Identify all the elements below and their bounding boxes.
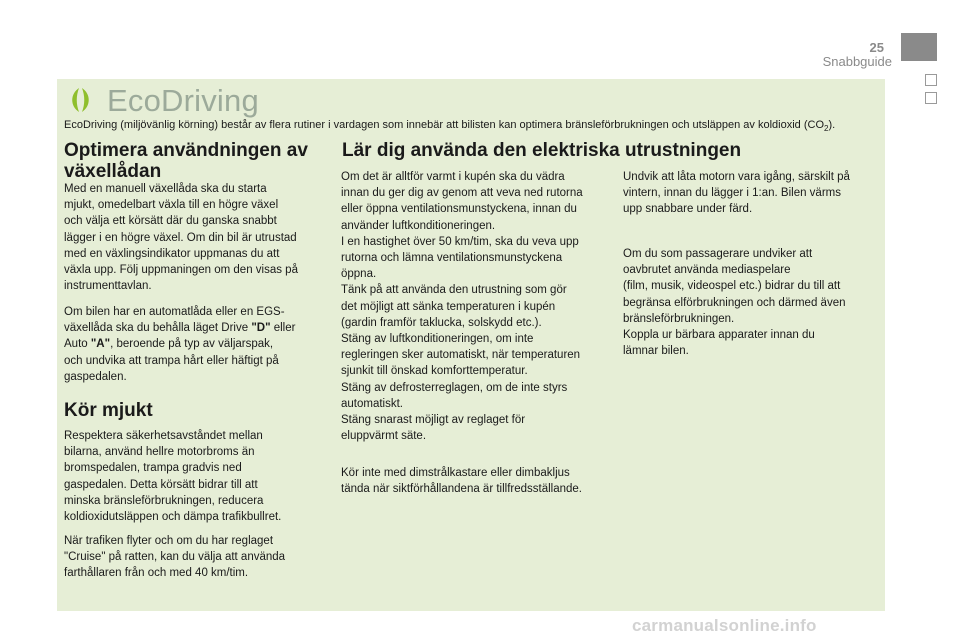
drive-mode-label: "D" (251, 322, 271, 335)
intro-text-end: ). (828, 119, 836, 131)
auto-mode-label: "A" (90, 338, 111, 351)
intro-subscript: 2 (824, 124, 829, 134)
gearbox-paragraph-manual: Med en manuell växellåda ska du starta mjukt, omedelbart växla till en högre växel och välja ett körsätt där du ganska snabbt lägger i en högre växel. Om din bil är utrustad med en växlingsindikator uppmanas du att växla upp. Följ uppmaningen om den visas på instrumenttavlan. (64, 183, 298, 293)
climate-paragraph: Om det är alltför varmt i kupén ska du vädra innan du ger dig av genom att veva ned rutorna eller öppna ventilationsmunstyckena, innan du använder luftkonditioneringen. I en hastighet över 50 km/tim, ska du veva upp rutorna och lämna ventilationsmunstyckena öppna. Tänk på att använda den utrustning som gör det möjligt att sänka temperaturen i kupén (gardin framför taklucka, solskydd etc.). Stäng av luftkonditioneringen, om inte regleringen sker automatiskt, när temperaturen sjunkit till önskad komforttemperatur. Stäng av defrosterreglagen, om de inte styrs automatiskt. Stäng snarast möjligt av reglaget för eluppvärmt säte. (341, 171, 583, 443)
fog-lights-paragraph: Kör inte med dimstrålkastare eller dimbakljus tända när siktförhållandena är tillfredsställande. (341, 467, 583, 496)
gearbox-text: , beroende på typ av väljarspak, och undvika att trampa hårt eller häftigt på gaspedalen. (64, 338, 279, 383)
media-devices-paragraph: Om du som passagerare undviker att oavbrutet använda mediaspelare (film, musik, videospel etc.) bidrar du till att begränsa elförbrukningen och därmed även bränsleförbrukningen. Koppla ur bärbara apparater innan du lämnar bilen. (623, 248, 846, 358)
intro-text-main: EcoDriving (miljövänlig körning) består av flera rutiner i vardagen som innebär att bilisten kan optimera bränsleförbrukningen och utsläppen av koldioxid (CO (64, 119, 824, 131)
leaf-icon (66, 86, 96, 114)
intro-text (64, 118, 884, 136)
chapter-tab[interactable] (925, 74, 937, 86)
page-number: 25 (869, 40, 884, 55)
cruise-control-paragraph: När trafiken flyter och om du har reglaget "Cruise" på ratten, kan du välja att använda farthållaren från och med 40 km/tim. (64, 535, 286, 580)
chapter-tab[interactable] (925, 92, 937, 104)
engine-idle-paragraph: Undvik att låta motorn vara igång, särskilt på vintern, innan du lägger i 1:an. Bilen värms upp snabbare under färd. (623, 171, 850, 216)
chapter-tab-active[interactable] (901, 33, 937, 61)
leaf-left-icon (72, 88, 79, 112)
leaf-right-icon (82, 88, 89, 112)
watermark: carmanualsonline.info (632, 616, 817, 635)
section-name: Snabbguide (822, 54, 892, 69)
gearbox-text: Om bilen har en automatlåda eller en EGS- växellåda ska du behålla läget Drive (64, 306, 285, 335)
gearbox-text: eller Auto (64, 322, 296, 351)
gearbox-heading: Optimera användningen av växellådan (64, 140, 308, 182)
smooth-driving-heading: Kör mjukt (64, 400, 153, 421)
smooth-driving-paragraph: Respektera säkerhetsavståndet mellan bilarna, använd hellre motorbroms än bromspedalen, trampa gradvis ned gaspedalen. Detta körsätt bidrar till att minska bränsleförbrukningen, reducera koldioxidutsläppen och dämpa trafikbullret. (64, 430, 282, 524)
electrical-equipment-heading: Lär dig använda den elektriska utrustningen (342, 140, 742, 161)
page-title: EcoDriving (107, 83, 259, 118)
gearbox-paragraph-automatic (64, 304, 329, 385)
